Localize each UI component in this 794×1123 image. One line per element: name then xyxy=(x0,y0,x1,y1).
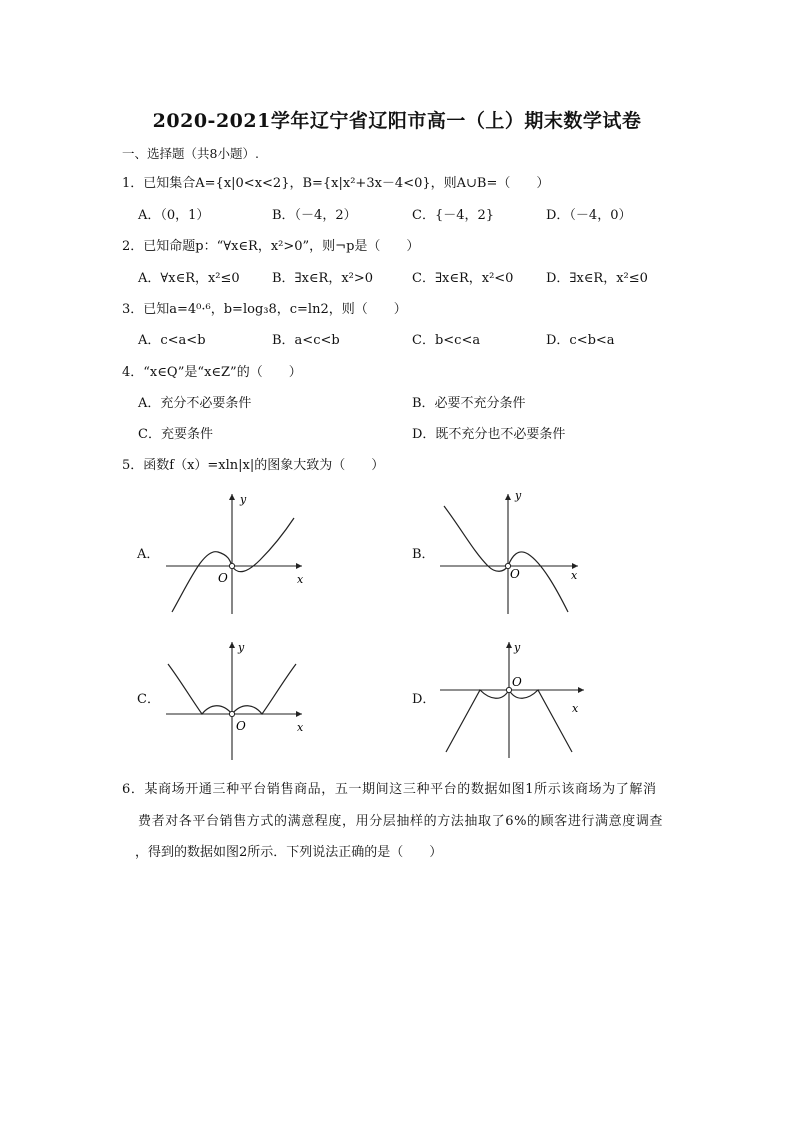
graph-d xyxy=(436,636,586,762)
graph-b-y-arrow xyxy=(505,494,511,500)
graph-a-hole xyxy=(229,563,234,568)
graph-b-y-label: y xyxy=(515,489,522,502)
graph-b-curve xyxy=(444,506,568,612)
question-1-option-a: A．（0，1） xyxy=(138,208,210,223)
question-4-option-a: A．充分不必要条件 xyxy=(138,396,252,411)
graph-c-hole xyxy=(229,711,234,716)
graph-a-origin: O xyxy=(218,571,228,585)
question-1-option-d: D．（－4，0） xyxy=(546,208,632,223)
question-1-option-b: B．（－4，2） xyxy=(272,208,357,223)
graph-c-x-label: x xyxy=(297,721,304,734)
question-4-stem: 4．“x∈Q”是“x∈Z”的（ ） xyxy=(122,365,302,380)
graph-d-x-label: x xyxy=(572,702,579,715)
graph-b-x-label: x xyxy=(571,569,578,582)
graph-a xyxy=(160,488,310,616)
question-2-option-b: B．∃x∈R，x²>0 xyxy=(272,271,374,286)
graph-d-curve-left xyxy=(446,690,509,752)
graph-c-curve-right xyxy=(232,664,296,714)
graph-b-origin: O xyxy=(510,567,520,581)
graph-a-label: A． xyxy=(137,547,160,562)
graph-c-label: C． xyxy=(137,692,160,707)
graph-d-x-arrow xyxy=(578,687,584,693)
question-1-option-c: C．{－4，2} xyxy=(412,208,495,223)
graph-c-x-arrow xyxy=(296,711,302,717)
graph-d-origin: O xyxy=(512,675,522,689)
question-3-option-a: A．c<a<b xyxy=(138,333,206,348)
question-3-option-d: D．c<b<a xyxy=(546,333,615,348)
graph-d-y-arrow xyxy=(506,642,512,648)
question-5-stem: 5．函数f（x）=xln|x|的图象大致为（ ） xyxy=(122,458,385,473)
question-3-option-c: C．b<c<a xyxy=(412,333,481,348)
question-3-option-b: B．a<c<b xyxy=(272,333,340,348)
graph-a-y-arrow xyxy=(229,494,235,500)
graph-c-curve-left xyxy=(168,664,232,714)
question-2-option-a: A．∀x∈R，x²≤0 xyxy=(138,271,240,286)
question-6-line-2: 费者对各平台销售方式的满意程度，用分层抽样的方法抽取了6%的顾客进行满意度调查 xyxy=(138,814,664,829)
question-4-option-d: D．既不充分也不必要条件 xyxy=(412,427,566,442)
page-title: 2020-2021学年辽宁省辽阳市高一（上）期末数学试卷 xyxy=(152,110,642,132)
graph-c xyxy=(160,636,310,762)
graph-a-x-arrow xyxy=(296,563,302,569)
graph-c-y-label: y xyxy=(238,641,245,654)
graph-a-y-label: y xyxy=(240,493,247,506)
question-2-stem: 2．已知命题p：“∀x∈R，x²>0”，则¬p是（ ） xyxy=(122,239,420,254)
question-6-line-1: 6．某商场开通三种平台销售商品，五一期间这三种平台的数据如图1所示该商场为了解消 xyxy=(122,782,657,797)
question-3-stem: 3．已知a=4⁰·⁶，b=log₃8，c=ln2，则（ ） xyxy=(122,302,407,317)
graph-d-hole xyxy=(506,687,511,692)
question-2-option-d: D．∃x∈R，x²≤0 xyxy=(546,271,648,286)
graph-b-label: B． xyxy=(412,547,435,562)
graph-c-origin: O xyxy=(236,719,246,733)
graph-d-y-label: y xyxy=(514,641,521,654)
question-2-option-c: C．∃x∈R，x²<0 xyxy=(412,271,514,286)
question-1-stem: 1．已知集合A={x|0<x<2}，B={x|x²+3x－4<0}，则A∪B=（ ） xyxy=(122,176,550,191)
graph-d-curve-right xyxy=(509,690,572,752)
question-6-line-3: ，得到的数据如图2所示．下列说法正确的是（ ） xyxy=(135,845,443,860)
section-heading: 一、选择题（共8小题）. xyxy=(122,146,259,161)
graph-a-x-label: x xyxy=(297,573,304,586)
graph-b xyxy=(436,488,586,616)
question-4-option-b: B．必要不充分条件 xyxy=(412,396,526,411)
graph-c-y-arrow xyxy=(229,642,235,648)
graph-d-label: D． xyxy=(412,692,436,707)
question-4-option-c: C．充要条件 xyxy=(138,427,213,442)
